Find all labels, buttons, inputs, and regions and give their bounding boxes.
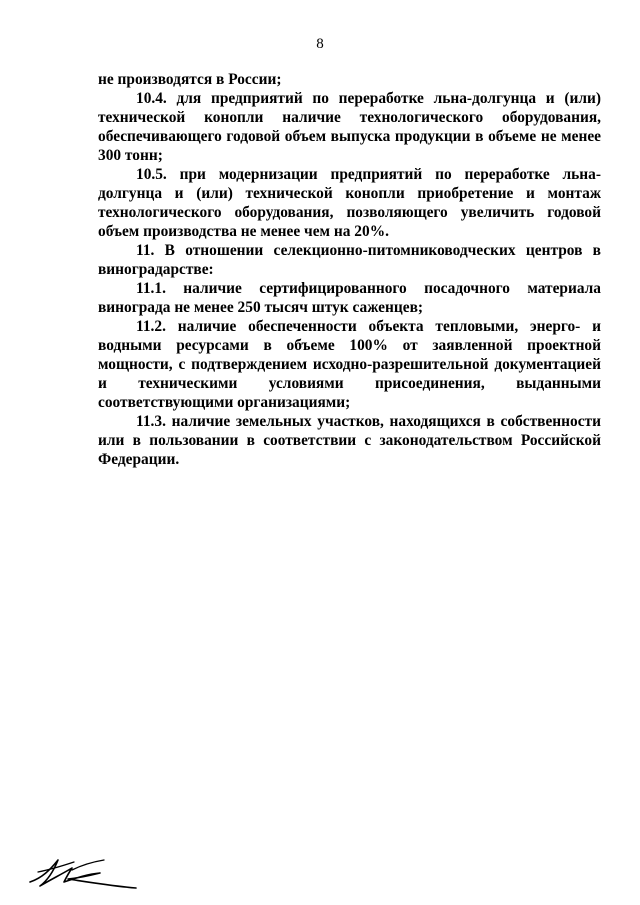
paragraph-11-2: 11.2. наличие обеспеченности объекта тепловыми, энерго- и водными ресурсами в объеме 100% от заявленной проектной мощности, с подтверждением исходно-разрешительной документацией и техническими условиями присоединения, выданными соответствующими организациями; <box>98 318 601 411</box>
page-number: 8 <box>316 36 324 52</box>
paragraph-10-4: 10.4. для предприятий по переработке льна-долгунца и (или) технической конопли наличие технологического оборудования, обеспечивающего годовой объем выпуска продукции в объеме не менее 300 тонн; <box>98 90 601 164</box>
paragraph-11-1: 11.1. наличие сертифицированного посадочного материала винограда не менее 250 тысяч штук саженцев; <box>98 280 601 316</box>
document-body <box>98 70 601 469</box>
signature-icon <box>28 852 138 892</box>
paragraph-11-3: 11.3. наличие земельных участков, находящихся в собственности или в пользовании в соответствии с законодательством Российской Федерации. <box>98 413 601 468</box>
paragraph-10-5: 10.5. при модернизации предприятий по переработке льна-долгунца и (или) технической конопли приобретение и монтаж технологического оборудования, позволяющего увеличить годовой объем производства не менее чем на 20%. <box>98 166 601 240</box>
paragraph-11: 11. В отношении селекционно-питомниководческих центров в виноградарстве: <box>98 242 601 278</box>
paragraph-continuation: не производятся в России; <box>98 71 282 88</box>
